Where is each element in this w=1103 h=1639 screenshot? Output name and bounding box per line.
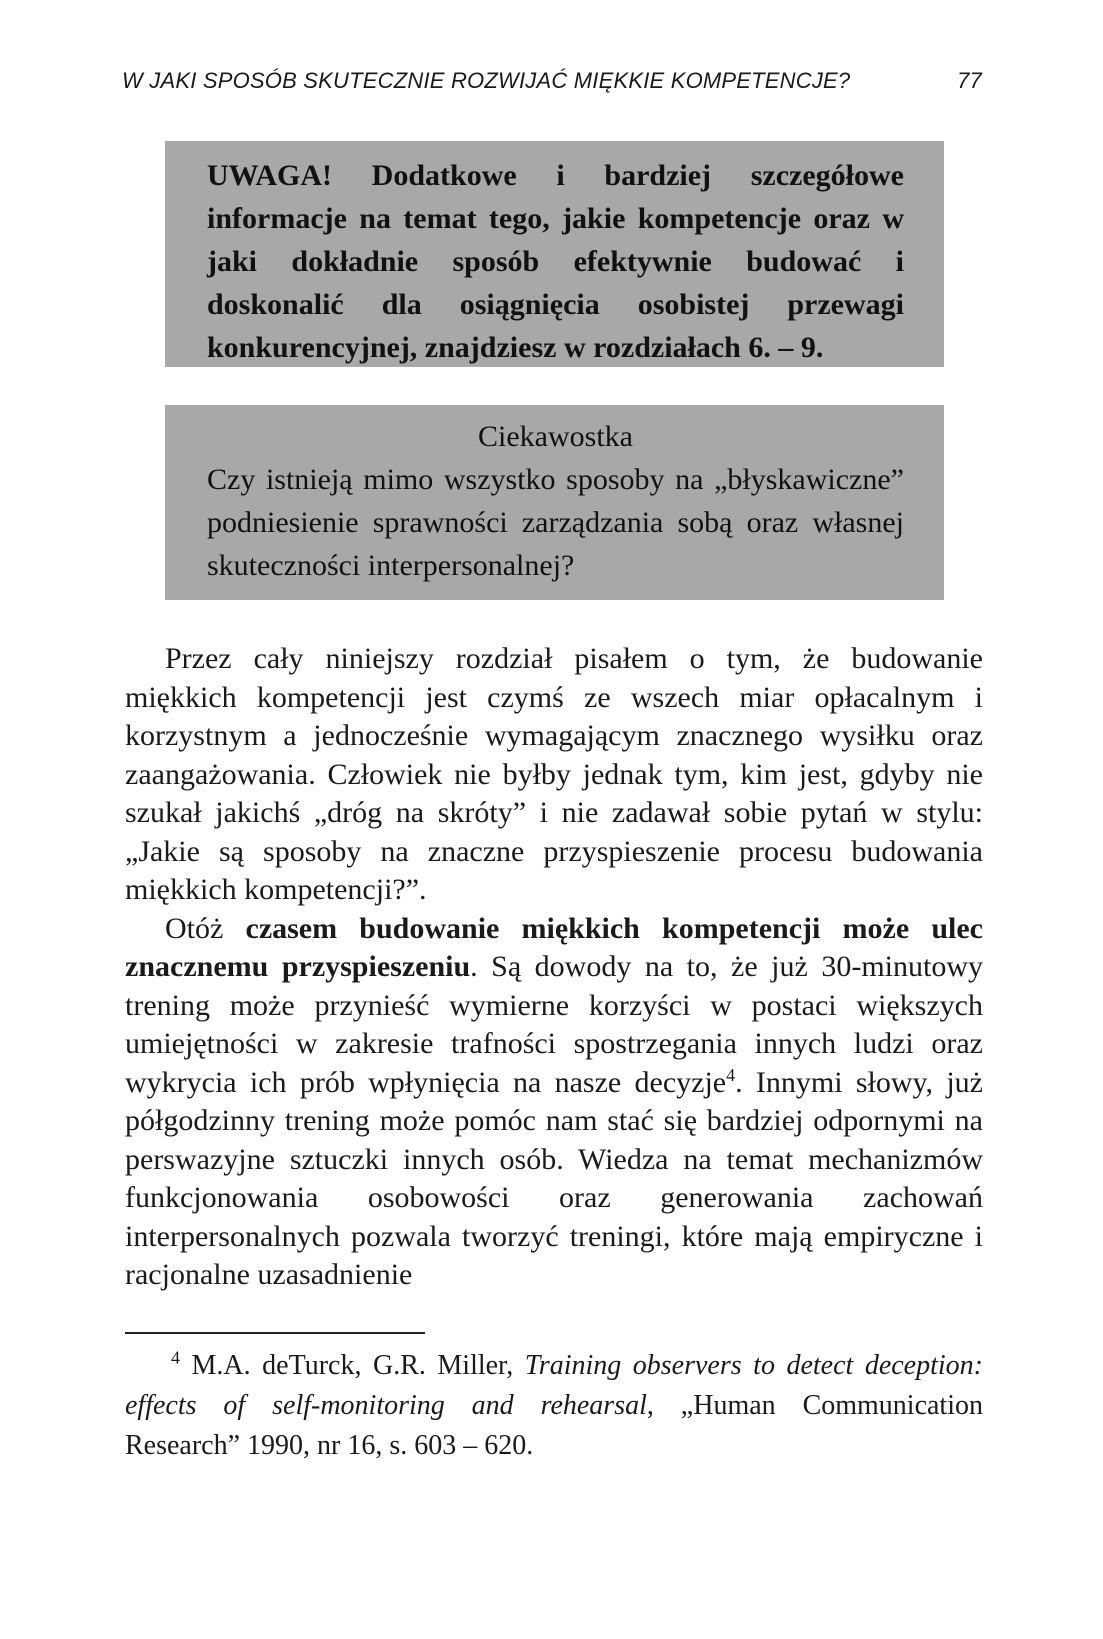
footnote-divider <box>125 1332 425 1334</box>
curiosity-text: Czy istnieją mimo wszystko sposoby na „błyskawiczne” podniesienie sprawności zarządzania sobą oraz własnej skuteczności interpersonalnej? <box>207 463 904 582</box>
footnote-source: , „Human Communication Research” 1990, nr 16, s. 603 – 620. <box>125 1390 983 1461</box>
footnote-reference[interactable]: 4 <box>726 1064 736 1085</box>
curiosity-box <box>165 405 944 600</box>
running-title: W JAKI SPOSÓB SKUTECZNIE ROZWIJAĆ MIĘKKIE KOMPETENCJE? <box>122 68 851 93</box>
footnote-title: Training observers to detect deception: effects of self-monitoring and rehearsal <box>125 1350 983 1421</box>
paragraph-text: Otóż <box>165 911 246 945</box>
body-text <box>125 640 983 1295</box>
curiosity-title: Ciekawostka <box>478 420 633 453</box>
page-number: 77 <box>957 68 982 93</box>
footnote <box>125 1346 983 1466</box>
note-box <box>165 141 944 367</box>
paragraph-text: . Innymi słowy, już półgodzinny trening może pomóc nam stać się bardziej odpornymi na perswazyjne sztuczki innych osób. Wiedza na temat mechanizmów funkcjonowania osobowości oraz generowania zachowań interpersonalnych pozwala tworzyć treningi, które mają empiryczne i racjonalne uzasadnienie <box>125 1065 983 1291</box>
paragraph-text: . Są dowody na to, że już 30-minutowy trening może przynieść wymierne korzyści w postaci większych umiejętności w zakresie trafności spostrzegania innych ludzi oraz wykrycia ich prób wpłynięcia na nasze decyzje <box>125 950 983 1099</box>
footnote-number: 4 <box>171 1347 180 1368</box>
bold-emphasis: czasem budowanie miękkich kompetencji może ulec znacznemu przyspieszeniu <box>125 911 983 983</box>
paragraph: Przez cały niniejszy rozdział pisałem o tym, że budowanie miękkich kompetencji jest czymś ze wszech miar opłacalnym i korzystnym a jednocześnie wymagającym znacznego wysiłku oraz zaangażowania. Człowiek nie byłby jednak tym, kim jest, gdyby nie szukał jakichś „dróg na skróty” i nie zadawał sobie pytań w stylu: „Jakie są sposoby na znaczne przyspieszenie procesu budowania miękkich kompetencji?”. <box>125 642 983 906</box>
footnote-authors: M.A. deTurck, G.R. Miller, <box>180 1350 525 1381</box>
running-header <box>122 68 982 102</box>
paragraph <box>125 910 983 1295</box>
note-text: UWAGA! Dodatkowe i bardziej szczegółowe informacje na temat tego, jakie kompetencje oraz w jaki dokładnie sposób efektywnie budować i doskonalić dla osiągnięcia osobistej przewagi konkurencyjnej, znajdziesz w rozdziałach 6. – 9. <box>207 159 904 364</box>
